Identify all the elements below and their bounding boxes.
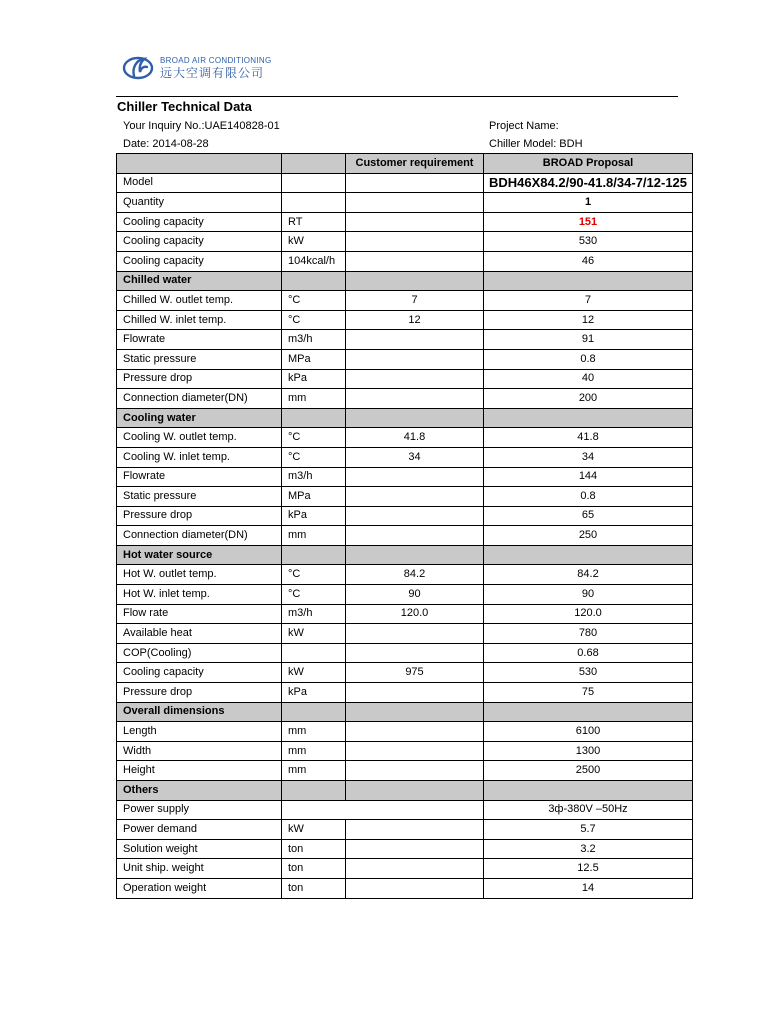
table-row [117, 585, 693, 605]
row-label: Model [117, 173, 282, 193]
section-blank [484, 408, 693, 428]
section-blank [484, 702, 693, 722]
row-customer-requirement [346, 467, 484, 487]
row-unit: kPa [282, 506, 346, 526]
row-label: Hot W. inlet temp. [117, 585, 282, 605]
row-customer-requirement [346, 722, 484, 742]
row-unit: ton [282, 859, 346, 879]
row-customer-requirement [346, 820, 484, 840]
technical-data-table [116, 153, 693, 899]
row-unit: ton [282, 878, 346, 898]
section-title: Chilled water [117, 271, 282, 291]
section-header-row [117, 781, 693, 801]
header-cell-parameter [117, 154, 282, 174]
section-blank [282, 702, 346, 722]
table-row [117, 722, 693, 742]
row-broad-proposal: 120.0 [484, 604, 693, 624]
table-row [117, 859, 693, 879]
row-customer-requirement [346, 878, 484, 898]
row-unit: ton [282, 839, 346, 859]
row-label: COP(Cooling) [117, 643, 282, 663]
row-broad-proposal: 200 [484, 389, 693, 409]
row-unit [282, 643, 346, 663]
table-row [117, 820, 693, 840]
header-cell-unit [282, 154, 346, 174]
row-customer-requirement [346, 643, 484, 663]
table-row [117, 369, 693, 389]
row-unit-merged [282, 800, 484, 820]
inquiry-number: Your Inquiry No.:UAE140828-01 [123, 120, 280, 132]
row-broad-proposal: 1 [484, 193, 693, 213]
row-label: Flow rate [117, 604, 282, 624]
row-unit: kW [282, 820, 346, 840]
table-row [117, 624, 693, 644]
row-broad-proposal: 780 [484, 624, 693, 644]
row-unit: RT [282, 212, 346, 232]
row-label: Pressure drop [117, 369, 282, 389]
row-customer-requirement: 90 [346, 585, 484, 605]
section-blank [346, 781, 484, 801]
section-blank [484, 271, 693, 291]
header-cell-broad-proposal: BROAD Proposal [484, 154, 693, 174]
row-label: Power supply [117, 800, 282, 820]
table-row [117, 878, 693, 898]
table-row [117, 212, 693, 232]
row-broad-proposal: 46 [484, 251, 693, 271]
row-broad-proposal: 12 [484, 310, 693, 330]
section-blank [346, 271, 484, 291]
row-unit: °C [282, 291, 346, 311]
row-broad-proposal: 530 [484, 232, 693, 252]
logo-chinese-text: 远大空调有限公司 [160, 66, 265, 80]
row-label: Static pressure [117, 487, 282, 507]
row-unit: m3/h [282, 467, 346, 487]
row-unit: MPa [282, 349, 346, 369]
row-customer-requirement: 34 [346, 447, 484, 467]
row-broad-proposal: 530 [484, 663, 693, 683]
row-customer-requirement [346, 526, 484, 546]
table-row [117, 487, 693, 507]
row-broad-proposal: 151 [484, 212, 693, 232]
row-broad-proposal: 0.8 [484, 487, 693, 507]
row-label: Power demand [117, 820, 282, 840]
row-unit: °C [282, 310, 346, 330]
row-customer-requirement [346, 232, 484, 252]
table-row [117, 291, 693, 311]
table-row [117, 565, 693, 585]
table-row [117, 173, 693, 193]
table-row [117, 349, 693, 369]
row-customer-requirement [346, 624, 484, 644]
logo-english-text: BROAD AIR CONDITIONING [160, 56, 272, 65]
section-title: Hot water source [117, 545, 282, 565]
row-customer-requirement: 975 [346, 663, 484, 683]
row-unit: kW [282, 624, 346, 644]
table-row [117, 467, 693, 487]
row-unit: °C [282, 585, 346, 605]
row-broad-proposal: 144 [484, 467, 693, 487]
row-unit: mm [282, 722, 346, 742]
row-broad-proposal: 41.8 [484, 428, 693, 448]
row-broad-proposal: 12.5 [484, 859, 693, 879]
row-broad-proposal: 250 [484, 526, 693, 546]
row-broad-proposal: 75 [484, 683, 693, 703]
row-customer-requirement [346, 761, 484, 781]
row-label: Chilled W. inlet temp. [117, 310, 282, 330]
section-title: Cooling water [117, 408, 282, 428]
section-blank [282, 408, 346, 428]
table-row [117, 232, 693, 252]
row-customer-requirement [346, 839, 484, 859]
section-blank [484, 781, 693, 801]
row-label: Flowrate [117, 330, 282, 350]
row-label: Width [117, 741, 282, 761]
row-broad-proposal: 3ф-380V –50Hz [484, 800, 693, 820]
row-customer-requirement [346, 506, 484, 526]
row-customer-requirement [346, 859, 484, 879]
row-customer-requirement [346, 741, 484, 761]
header-divider [116, 96, 678, 97]
table-row [117, 193, 693, 213]
row-broad-proposal: 14 [484, 878, 693, 898]
row-label: Chilled W. outlet temp. [117, 291, 282, 311]
table-row [117, 800, 693, 820]
table-row [117, 506, 693, 526]
section-blank [346, 408, 484, 428]
row-label: Cooling capacity [117, 232, 282, 252]
section-header-row [117, 702, 693, 722]
row-customer-requirement: 41.8 [346, 428, 484, 448]
section-header-row [117, 408, 693, 428]
table-row [117, 310, 693, 330]
row-label: Solution weight [117, 839, 282, 859]
row-customer-requirement: 7 [346, 291, 484, 311]
row-customer-requirement [346, 193, 484, 213]
row-customer-requirement: 12 [346, 310, 484, 330]
row-unit [282, 173, 346, 193]
table-row [117, 761, 693, 781]
row-customer-requirement [346, 349, 484, 369]
company-logo [122, 54, 272, 82]
row-unit: mm [282, 526, 346, 546]
row-unit: °C [282, 428, 346, 448]
row-broad-proposal: BDH46X84.2/90-41.8/34-7/12-125 [484, 173, 693, 193]
row-label: Length [117, 722, 282, 742]
section-header-row [117, 271, 693, 291]
row-label: Quantity [117, 193, 282, 213]
row-broad-proposal: 0.8 [484, 349, 693, 369]
row-broad-proposal: 1300 [484, 741, 693, 761]
section-blank [282, 545, 346, 565]
table-row [117, 526, 693, 546]
row-label: Static pressure [117, 349, 282, 369]
section-blank [346, 545, 484, 565]
table-header-row [117, 154, 693, 174]
row-customer-requirement [346, 389, 484, 409]
row-customer-requirement: 120.0 [346, 604, 484, 624]
section-header-row [117, 545, 693, 565]
row-broad-proposal: 7 [484, 291, 693, 311]
row-unit: 104kcal/h [282, 251, 346, 271]
row-unit: °C [282, 565, 346, 585]
row-label: Connection diameter(DN) [117, 389, 282, 409]
row-unit: °C [282, 447, 346, 467]
row-label: Connection diameter(DN) [117, 526, 282, 546]
row-label: Cooling W. outlet temp. [117, 428, 282, 448]
table-row [117, 683, 693, 703]
row-label: Cooling capacity [117, 663, 282, 683]
section-blank [484, 545, 693, 565]
document-title: Chiller Technical Data [117, 99, 252, 114]
row-unit: kW [282, 663, 346, 683]
row-unit: m3/h [282, 604, 346, 624]
chiller-model: Chiller Model: BDH [489, 138, 583, 150]
row-customer-requirement: 84.2 [346, 565, 484, 585]
row-broad-proposal: 5.7 [484, 820, 693, 840]
section-title: Overall dimensions [117, 702, 282, 722]
row-broad-proposal: 84.2 [484, 565, 693, 585]
table-row [117, 330, 693, 350]
row-label: Height [117, 761, 282, 781]
row-label: Pressure drop [117, 506, 282, 526]
table-row [117, 643, 693, 663]
row-broad-proposal: 6100 [484, 722, 693, 742]
table-row [117, 389, 693, 409]
row-customer-requirement [346, 173, 484, 193]
row-broad-proposal: 40 [484, 369, 693, 389]
row-label: Cooling W. inlet temp. [117, 447, 282, 467]
row-customer-requirement [346, 330, 484, 350]
row-broad-proposal: 2500 [484, 761, 693, 781]
section-title: Others [117, 781, 282, 801]
row-customer-requirement [346, 212, 484, 232]
row-label: Available heat [117, 624, 282, 644]
row-unit: MPa [282, 487, 346, 507]
table-row [117, 447, 693, 467]
row-label: Pressure drop [117, 683, 282, 703]
table-row [117, 251, 693, 271]
broad-logo-icon [122, 54, 154, 82]
row-unit: kPa [282, 369, 346, 389]
row-broad-proposal: 0.68 [484, 643, 693, 663]
section-blank [282, 781, 346, 801]
row-label: Flowrate [117, 467, 282, 487]
row-broad-proposal: 65 [484, 506, 693, 526]
table-row [117, 741, 693, 761]
row-broad-proposal: 90 [484, 585, 693, 605]
project-name: Project Name: [489, 120, 559, 132]
row-customer-requirement [346, 683, 484, 703]
row-unit [282, 193, 346, 213]
table-row [117, 428, 693, 448]
document-date: Date: 2014-08-28 [123, 138, 209, 150]
table-row [117, 663, 693, 683]
table-row [117, 604, 693, 624]
section-blank [282, 271, 346, 291]
row-unit: m3/h [282, 330, 346, 350]
row-customer-requirement [346, 251, 484, 271]
section-blank [346, 702, 484, 722]
row-unit: kPa [282, 683, 346, 703]
row-unit: mm [282, 389, 346, 409]
row-label: Cooling capacity [117, 212, 282, 232]
row-label: Hot W. outlet temp. [117, 565, 282, 585]
row-unit: mm [282, 761, 346, 781]
table-row [117, 839, 693, 859]
row-customer-requirement [346, 487, 484, 507]
row-broad-proposal: 34 [484, 447, 693, 467]
row-unit: kW [282, 232, 346, 252]
row-label: Cooling capacity [117, 251, 282, 271]
row-broad-proposal: 3.2 [484, 839, 693, 859]
header-cell-customer-requirement: Customer requirement [346, 154, 484, 174]
row-label: Unit ship. weight [117, 859, 282, 879]
row-customer-requirement [346, 369, 484, 389]
row-label: Operation weight [117, 878, 282, 898]
row-broad-proposal: 91 [484, 330, 693, 350]
row-unit: mm [282, 741, 346, 761]
